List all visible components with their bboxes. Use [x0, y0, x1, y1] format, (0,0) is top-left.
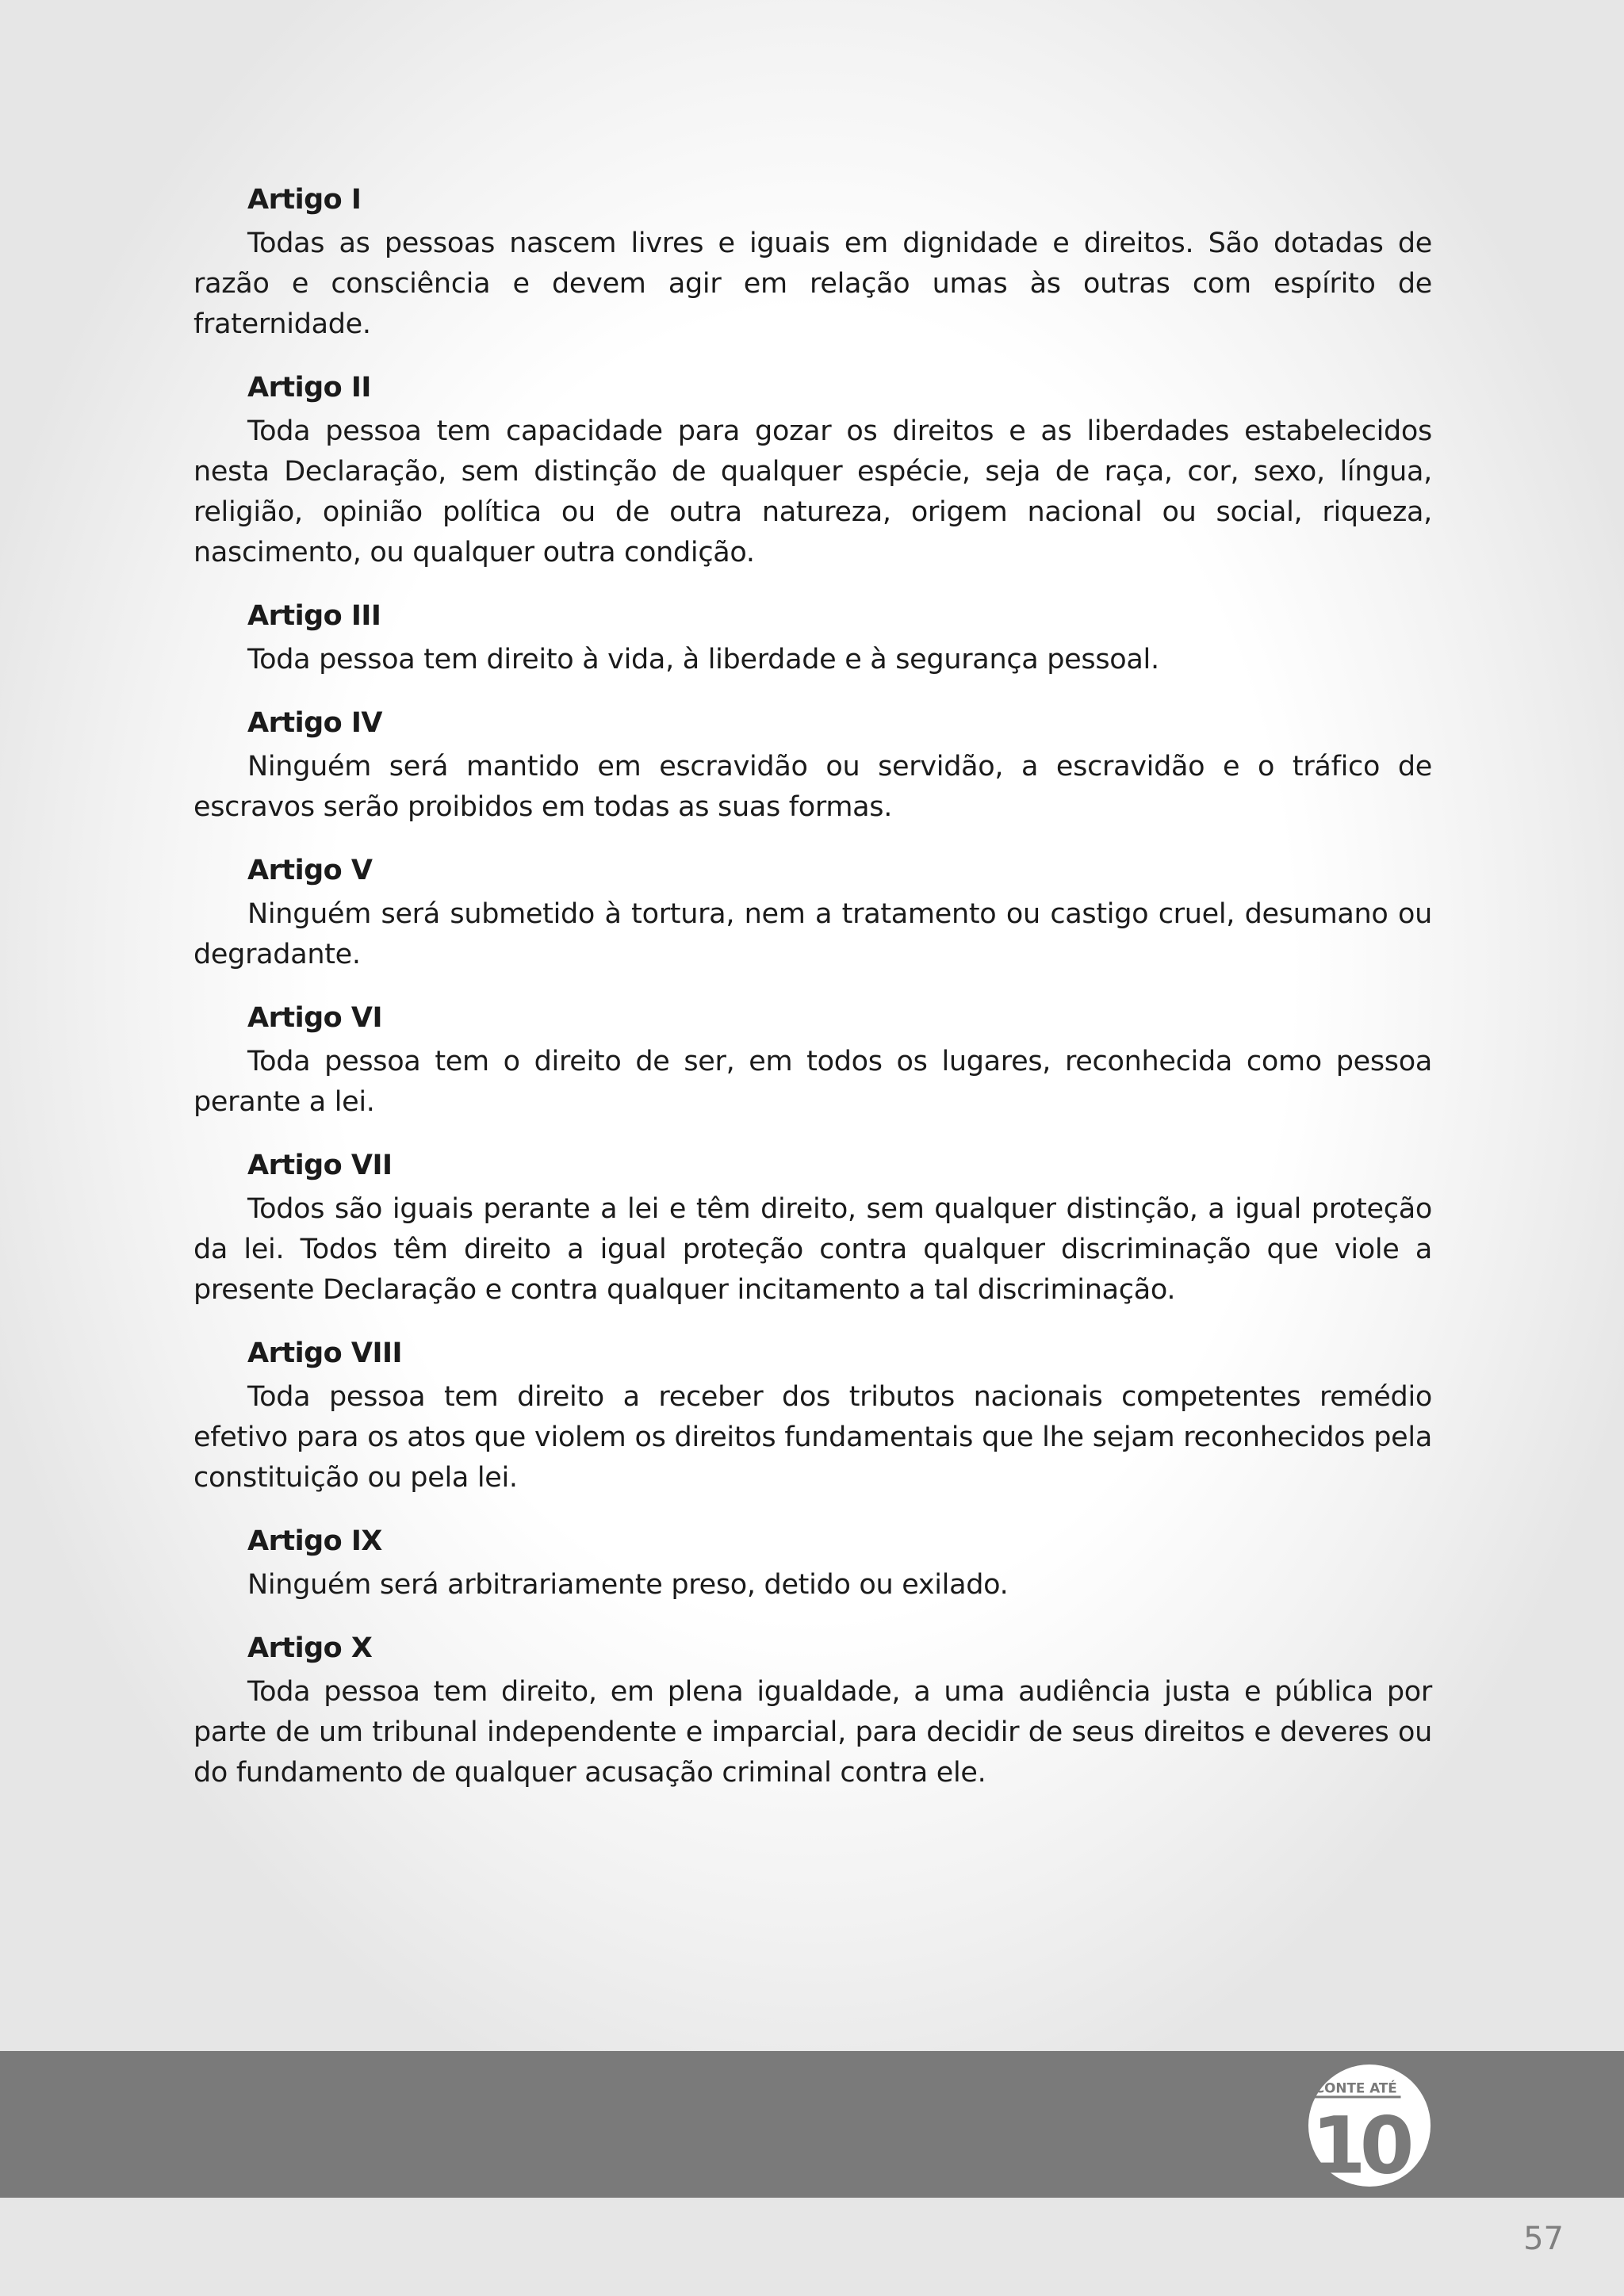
article-8 — [193, 1333, 1432, 1498]
article-title: Artigo IX — [247, 1525, 382, 1557]
article-text: Toda pessoa tem o direito de ser, em todos os lugares, reconhecida como pessoa perante a lei. — [193, 1046, 1432, 1118]
logo-text-number: 10 — [1311, 2100, 1408, 2188]
article-2 — [193, 367, 1432, 573]
article-text: Toda pessoa tem direito, em plena igualdade, a uma audiência justa e pública por parte de um tribunal independente e imparcial, para decidir de seus direitos e deveres ou do fundamento de qualquer acusação criminal contra ele. — [193, 1676, 1432, 1789]
logo-text-top: CONTE ATÉ — [1314, 2080, 1397, 2096]
conte-ate-10-logo — [1307, 2063, 1432, 2188]
article-9 — [193, 1521, 1432, 1605]
article-title: Artigo V — [247, 855, 373, 886]
article-5 — [193, 850, 1432, 975]
article-text: Todas as pessoas nascem livres e iguais em dignidade e direitos. São dotadas de razão e consciência e devem agir em relação umas às outras com espírito de fraternidade. — [193, 228, 1432, 340]
article-title: Artigo VI — [247, 1002, 382, 1034]
article-title: Artigo X — [247, 1632, 373, 1664]
article-title: Artigo IV — [247, 707, 382, 739]
article-text: Ninguém será mantido em escravidão ou servidão, a escravidão e o tráfico de escravos serão proibidos em todas as suas formas. — [193, 751, 1432, 823]
article-text: Toda pessoa tem direito a receber dos tributos nacionais competentes remédio efetivo para os atos que violem os direitos fundamentais que lhe sejam reconhecidos pela constituição ou pela lei. — [193, 1381, 1432, 1494]
article-text: Todos são iguais perante a lei e têm direito, sem qualquer distinção, a igual proteção da lei. Todos têm direito a igual proteção contra qualquer discriminação que viole a presente Declaração e contra qualquer incitamento a tal discriminação. — [193, 1193, 1432, 1306]
article-6 — [193, 997, 1432, 1123]
article-text: Ninguém será submetido à tortura, nem a tratamento ou castigo cruel, desumano ou degradante. — [193, 898, 1432, 970]
article-10 — [193, 1628, 1432, 1793]
page-number: 57 — [1523, 2221, 1564, 2257]
article-4 — [193, 702, 1432, 828]
article-text: Toda pessoa tem direito à vida, à liberdade e à segurança pessoal. — [247, 644, 1159, 675]
article-3 — [193, 595, 1432, 680]
article-1 — [193, 179, 1432, 345]
article-title: Artigo I — [247, 184, 362, 216]
article-text: Toda pessoa tem capacidade para gozar os direitos e as liberdades estabelecidos nesta Declaração, sem distinção de qualquer espécie, seja de raça, cor, sexo, língua, religião, opinião política ou de outra natureza, origem nacional ou social, riqueza, nascimento, ou qualquer outra condição. — [193, 415, 1432, 568]
article-text: Ninguém será arbitrariamente preso, detido ou exilado. — [247, 1569, 1009, 1601]
articles-list — [193, 179, 1432, 1816]
article-7 — [193, 1145, 1432, 1311]
article-title: Artigo II — [247, 372, 371, 404]
article-title: Artigo VII — [247, 1150, 393, 1181]
article-title: Artigo VIII — [247, 1337, 403, 1369]
article-title: Artigo III — [247, 600, 381, 632]
